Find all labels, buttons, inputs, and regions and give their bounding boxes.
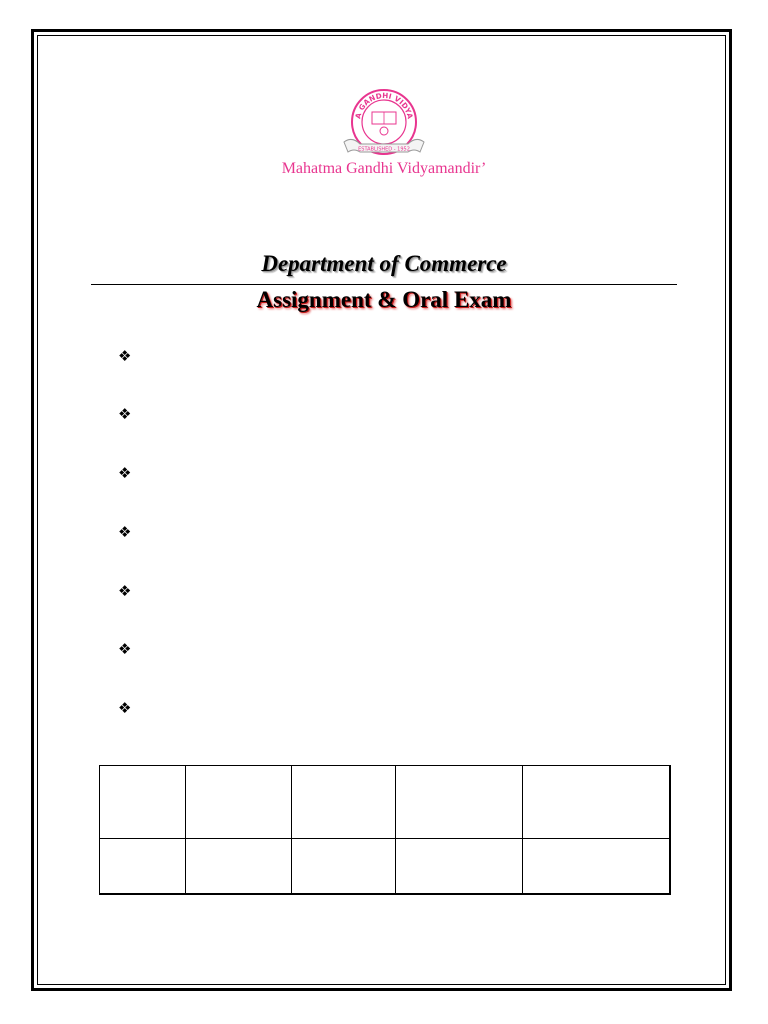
document-title: Assignment & Oral Exam [256,287,512,312]
diamond-bullet-icon: ❖ [118,347,132,365]
institution-name: Mahatma Gandhi Vidyamandir’ [281,160,487,177]
table-row [100,766,670,839]
diamond-bullet-icon: ❖ [118,464,132,482]
department-title: Department of Commerce [261,251,507,276]
diamond-bullet-icon: ❖ [118,699,132,717]
diamond-bullet-icon: ❖ [118,582,132,600]
table-cell [186,766,292,839]
table-cell [100,839,186,895]
table-cell [186,839,292,895]
diamond-bullet-icon: ❖ [118,405,132,423]
table-cell [292,839,396,895]
table-cell [523,766,670,839]
table-cell [100,766,186,839]
table-cell [396,839,523,895]
table-row [100,839,670,895]
svg-text:ESTABLISHED - 1952: ESTABLISHED - 1952 [358,146,410,153]
diamond-bullet-icon: ❖ [118,640,132,658]
marks-table [99,765,671,895]
table-cell [396,766,523,839]
diamond-bullet-icon: ❖ [118,523,132,541]
table-cell [523,839,670,895]
table-cell [292,766,396,839]
svg-text:MAHATMA GANDHI VIDYA MANDIR: A GANDHI VIDYA [353,90,415,120]
school-emblem-logo [338,86,430,164]
title-divider [91,284,677,285]
